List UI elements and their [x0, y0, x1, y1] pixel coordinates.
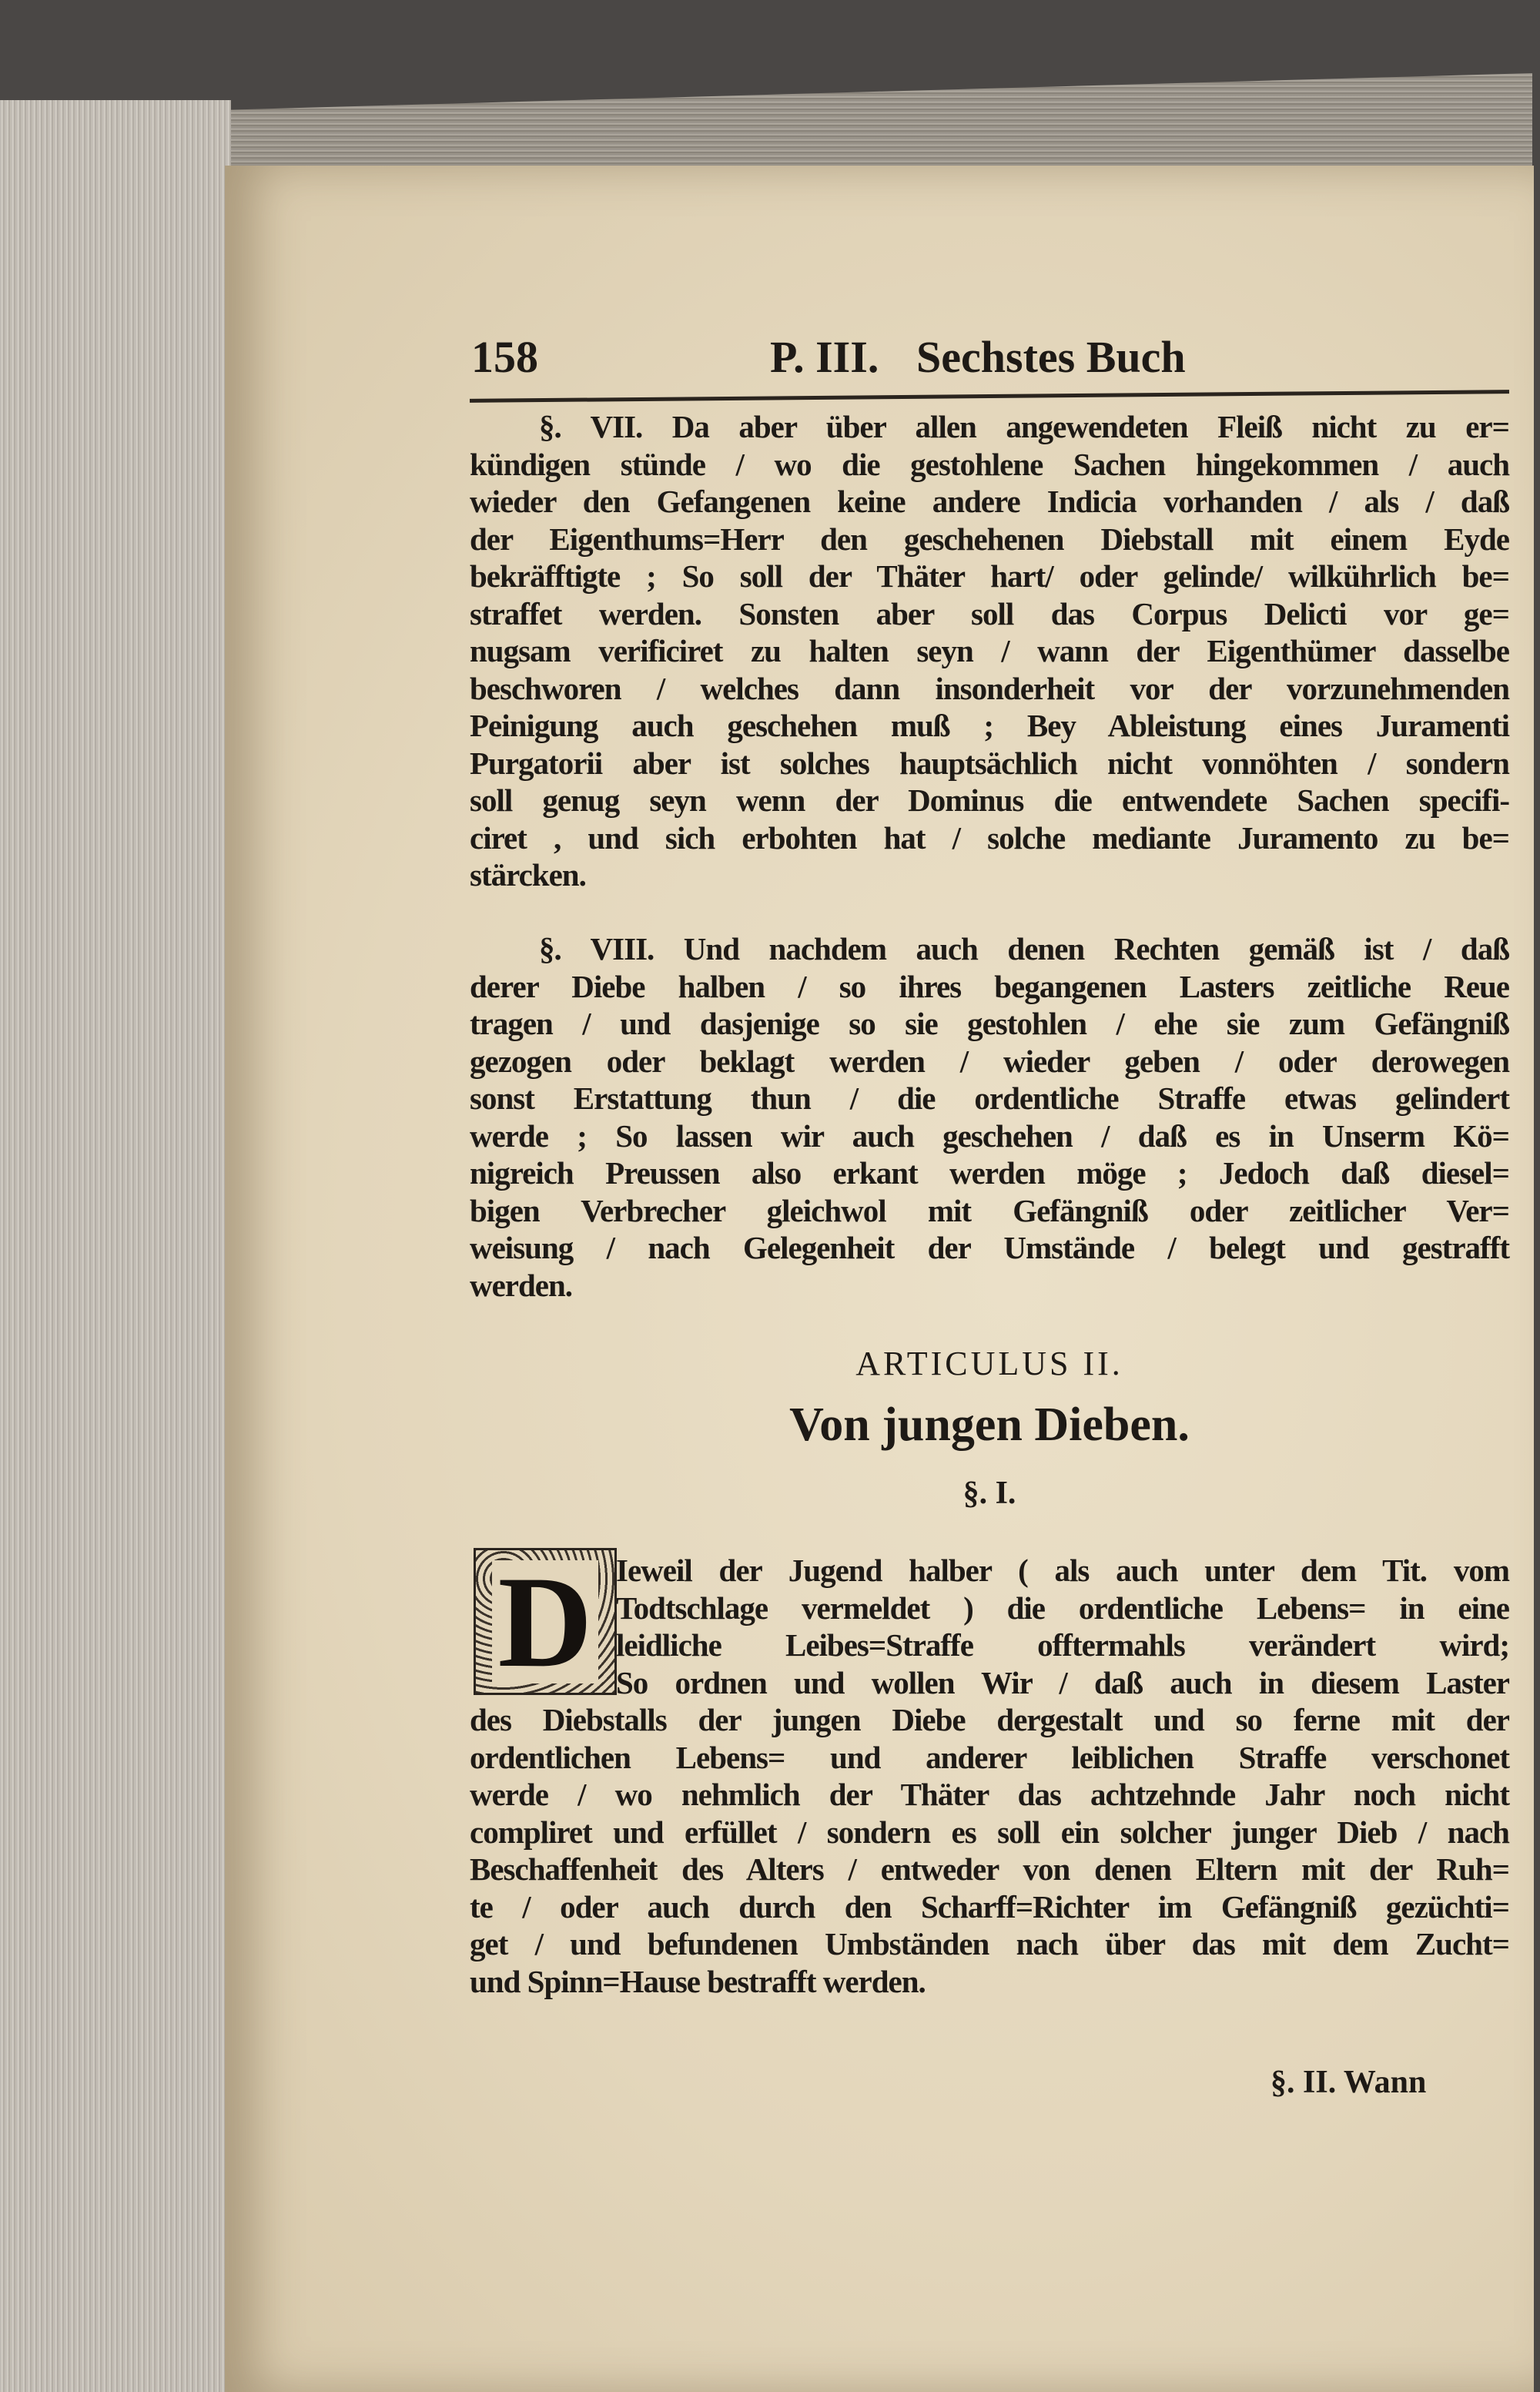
text-line: kündigen stünde / wo die gestohlene Sachen hingekommen / auch — [470, 446, 1509, 482]
text-line: §. VII. Da aber über allen angewendeten Fleiß nicht zu er= — [539, 409, 1509, 444]
text-line: So ordnen und wollen Wir / daß auch in diesem Laster — [616, 1664, 1509, 1700]
text-line: Purgatorii aber ist solches hauptsächlich nicht vonnöhten / sondern — [470, 745, 1509, 781]
text-line: get / und befundenen Umbständen nach über das mit dem Zucht= — [470, 1926, 1509, 1962]
text-line: Ieweil der Jugend halber ( als auch unter dem Tit. vom — [616, 1553, 1509, 1588]
text-line: bigen Verbrecher gleichwol mit Gefängniß oder zeitlicher Ver= — [470, 1192, 1509, 1228]
article-title: Von jungen Dieben. — [789, 1399, 1190, 1451]
text-line: beschworen / welches dann insonderheit vor der vorzunehmenden — [470, 670, 1509, 706]
text-line: Peinigung auch geschehen muß ; Bey Ableistung eines Juramenti — [470, 708, 1509, 743]
text-line: soll genug seyn wenn der Dominus die entwendete Sachen specifi- — [470, 782, 1509, 818]
text-line: gezogen oder beklagt werden / wieder geben / oder derowegen — [470, 1043, 1509, 1079]
running-head-part: P. III. — [770, 332, 879, 382]
text-line: te / oder auch durch den Scharff=Richter im Gefängniß gezüchti= — [470, 1888, 1509, 1925]
text-line: straffet werden. Sonsten aber soll das Corpus Delicti vor ge= — [470, 595, 1509, 632]
section-i-heading: §. I. — [962, 1476, 1016, 1511]
page-number: 158 — [471, 332, 538, 382]
text-line: werde / wo nehmlich der Thäter das achtzehnde Jahr noch nicht — [470, 1777, 1509, 1812]
text-line: des Diebstalls der jungen Diebe dergestalt und so ferne mit der — [470, 1702, 1509, 1737]
text-line: compliret und erfüllet / sondern es soll ein solcher junger Dieb / nach — [470, 1814, 1509, 1850]
text-line: weisung / nach Gelegenheit der Umstände / belegt und gestrafft — [470, 1230, 1509, 1265]
text-line: tragen / und dasjenige so sie gestohlen / ehe sie zum Gefängniß — [470, 1006, 1509, 1041]
text-line: derer Diebe halben / so ihres begangenen Lasters zeitliche Reue — [470, 968, 1509, 1004]
text-line: stärcken. — [470, 857, 586, 893]
text-line: nigreich Preussen also erkant werden möge ; Jedoch daß diesel= — [470, 1155, 1509, 1191]
text-line: §. VIII. Und nachdem auch denen Rechten gemäß ist / daß — [539, 931, 1509, 967]
text-line: bekräfftigte ; So soll der Thäter hart/ oder gelinde/ wilkührlich be= — [470, 558, 1509, 594]
text-line: nugsam verificiret zu halten seyn / wann der Eigenthümer dasselbe — [470, 633, 1509, 668]
text-line: sonst Erstattung thun / die ordentliche Straffe etwas gelindert — [470, 1080, 1509, 1116]
article-label: ARTICULUS II. — [855, 1345, 1123, 1382]
text-line: Todtschlage vermeldet ) die ordentliche Lebens= in eine — [616, 1590, 1509, 1626]
text-line: Beschaffenheit des Alters / entweder von denen Eltern mit der Ruh= — [470, 1851, 1509, 1887]
text-line: leidliche Leibes=Straffe offtermahls verändert wird; — [616, 1627, 1509, 1663]
text-line: ciret , und sich erbohten hat / solche mediante Juramento zu be= — [470, 819, 1509, 856]
catchword: §. II. Wann — [1270, 2065, 1427, 2100]
book-page-edges — [0, 100, 231, 2392]
running-head-book: Sechstes Buch — [916, 332, 1186, 382]
ornamental-drop-cap — [474, 1548, 617, 1695]
text-line: wieder den Gefangenen keine andere Indicia vorhanden / als / daß — [470, 484, 1509, 519]
text-line: werde ; So lassen wir auch geschehen / daß es in Unserm Kö= — [470, 1117, 1509, 1154]
text-line: werden. — [470, 1267, 573, 1303]
drop-cap-letter: D — [492, 1560, 599, 1683]
text-line: der Eigenthums=Herr den geschehenen Diebstall mit einem Eyde — [470, 521, 1509, 557]
text-line: ordentlichen Lebens= und anderer leiblichen Straffe verschonet — [470, 1739, 1509, 1775]
text-line: und Spinn=Hause bestrafft werden. — [470, 1963, 926, 1999]
